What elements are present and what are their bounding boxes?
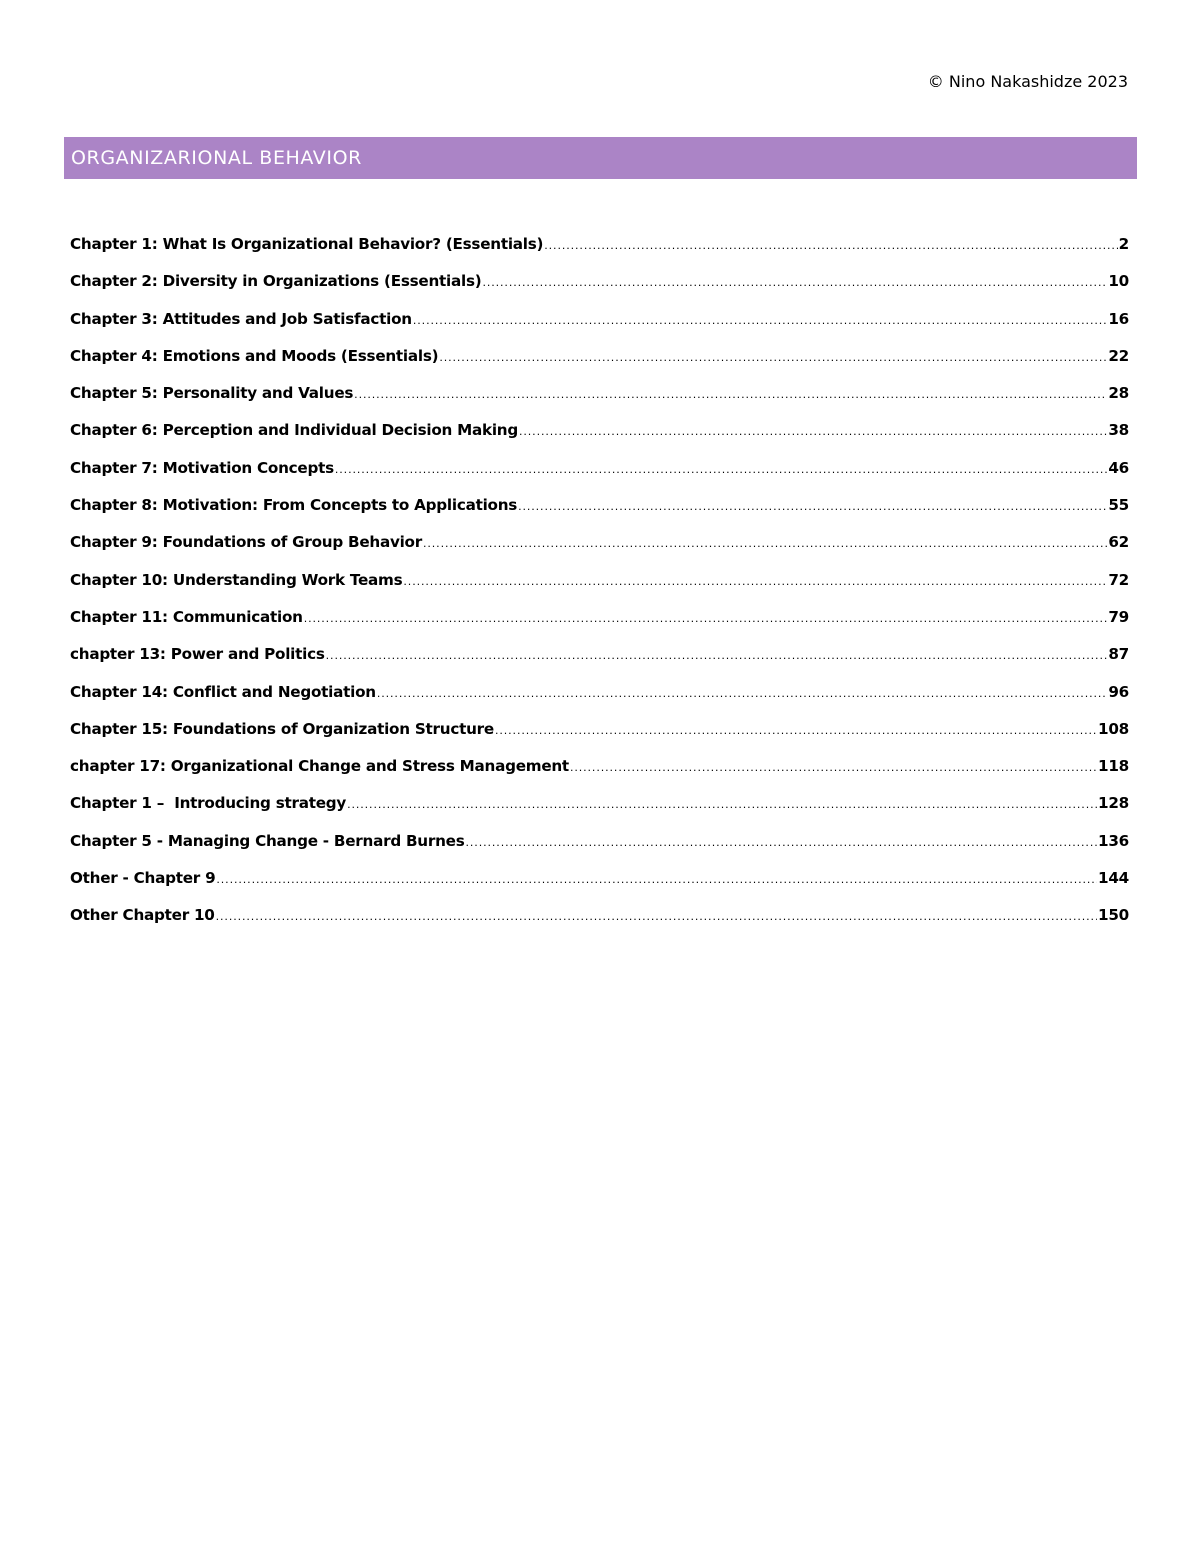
toc-entry[interactable] <box>70 379 1129 416</box>
toc-dot-leader <box>354 381 1107 409</box>
toc-dot-leader <box>466 829 1098 857</box>
toc-dot-leader <box>403 568 1107 596</box>
toc-dot-leader <box>335 456 1107 484</box>
toc-entry[interactable] <box>70 230 1129 267</box>
toc-entry-page: 118 <box>1098 757 1129 776</box>
toc-dot-leader <box>544 232 1117 260</box>
toc-dot-leader <box>326 642 1108 670</box>
toc-entry-label: Chapter 1 – Introducing strategy <box>70 794 347 813</box>
toc-dot-leader <box>216 866 1097 894</box>
toc-entry[interactable] <box>70 640 1129 677</box>
toc-dot-leader <box>482 269 1107 297</box>
toc-dot-leader <box>423 530 1107 558</box>
toc-entry-label: Chapter 4: Emotions and Moods (Essentials) <box>70 346 439 365</box>
toc-entry-label: chapter 13: Power and Politics <box>70 645 325 664</box>
toc-dot-leader <box>413 307 1107 335</box>
toc-entry-label: Chapter 15: Foundations of Organization Structure <box>70 719 494 738</box>
toc-entry-label: Chapter 2: Diversity in Organizations (Essentials) <box>70 272 482 291</box>
toc-dot-leader <box>439 344 1107 372</box>
toc-dot-leader <box>495 717 1097 745</box>
toc-entry[interactable] <box>70 789 1129 826</box>
toc-entry-label: Other Chapter 10 <box>70 906 215 925</box>
toc-entry[interactable] <box>70 491 1129 528</box>
toc-entry[interactable] <box>70 566 1129 603</box>
toc-entry-label: Chapter 6: Perception and Individual Decision Making <box>70 421 518 440</box>
toc-entry-page: 28 <box>1108 384 1129 403</box>
toc-entry[interactable] <box>70 267 1129 304</box>
toc-dot-leader <box>570 754 1097 782</box>
toc-entry-page: 38 <box>1108 421 1129 440</box>
toc-dot-leader <box>347 791 1097 819</box>
toc-entry-page: 16 <box>1108 309 1129 328</box>
toc-dot-leader <box>304 605 1108 633</box>
toc-entry-label: Chapter 3: Attitudes and Job Satisfaction <box>70 309 412 328</box>
toc-entry[interactable] <box>70 342 1129 379</box>
toc-dot-leader <box>216 903 1097 931</box>
toc-entry[interactable] <box>70 715 1129 752</box>
copyright-notice: © Nino Nakashidze 2023 <box>927 72 1128 91</box>
toc-entry[interactable] <box>70 416 1129 453</box>
toc-entry-label: Chapter 11: Communication <box>70 607 303 626</box>
toc-dot-leader <box>377 680 1108 708</box>
toc-dot-leader <box>518 493 1107 521</box>
toc-entry[interactable] <box>70 827 1129 864</box>
toc-entry-label: Other - Chapter 9 <box>70 869 216 888</box>
toc-entry-page: 150 <box>1098 906 1129 925</box>
toc-dot-leader <box>519 418 1107 446</box>
toc-entry-page: 108 <box>1098 719 1129 738</box>
toc-entry-label: Chapter 1: What Is Organizational Behavior? (Essentials) <box>70 235 544 253</box>
toc-entry-page: 96 <box>1108 682 1129 701</box>
toc-entry[interactable] <box>70 305 1129 342</box>
toc-entry-label: Chapter 8: Motivation: From Concepts to Applications <box>70 496 518 515</box>
toc-entry[interactable] <box>70 864 1129 901</box>
toc-entry-label: Chapter 5: Personality and Values <box>70 384 354 403</box>
toc-entry-label: Chapter 10: Understanding Work Teams <box>70 570 403 589</box>
toc-entry[interactable] <box>70 752 1129 789</box>
toc-entry-page: 128 <box>1098 794 1129 813</box>
toc-entry-label: chapter 17: Organizational Change and Stress Management <box>70 757 569 776</box>
document-title-bar <box>64 137 1137 179</box>
document-title: ORGANIZARIONAL BEHAVIOR <box>71 147 362 169</box>
toc-entry-page: 79 <box>1108 607 1129 626</box>
toc-entry[interactable] <box>70 528 1129 565</box>
toc-entry-page: 46 <box>1108 458 1129 477</box>
toc-entry[interactable] <box>70 678 1129 715</box>
table-of-contents <box>70 230 1129 939</box>
toc-entry-page: 144 <box>1098 869 1129 888</box>
toc-entry-label: Chapter 7: Motivation Concepts <box>70 458 334 477</box>
toc-entry[interactable] <box>70 454 1129 491</box>
toc-entry-label: Chapter 14: Conflict and Negotiation <box>70 682 376 701</box>
toc-entry-label: Chapter 9: Foundations of Group Behavior <box>70 533 422 552</box>
toc-entry-page: 22 <box>1108 346 1129 365</box>
toc-entry[interactable] <box>70 901 1129 938</box>
toc-entry-page: 136 <box>1098 831 1129 850</box>
toc-entry-page: 55 <box>1108 496 1129 515</box>
toc-entry[interactable] <box>70 603 1129 640</box>
toc-entry-page: 72 <box>1108 570 1129 589</box>
toc-entry-page: 2 <box>1118 235 1129 253</box>
toc-entry-page: 62 <box>1108 533 1129 552</box>
toc-entry-page: 10 <box>1108 272 1129 291</box>
toc-entry-label: Chapter 5 - Managing Change - Bernard Burnes <box>70 831 465 850</box>
toc-entry-page: 87 <box>1108 645 1129 664</box>
